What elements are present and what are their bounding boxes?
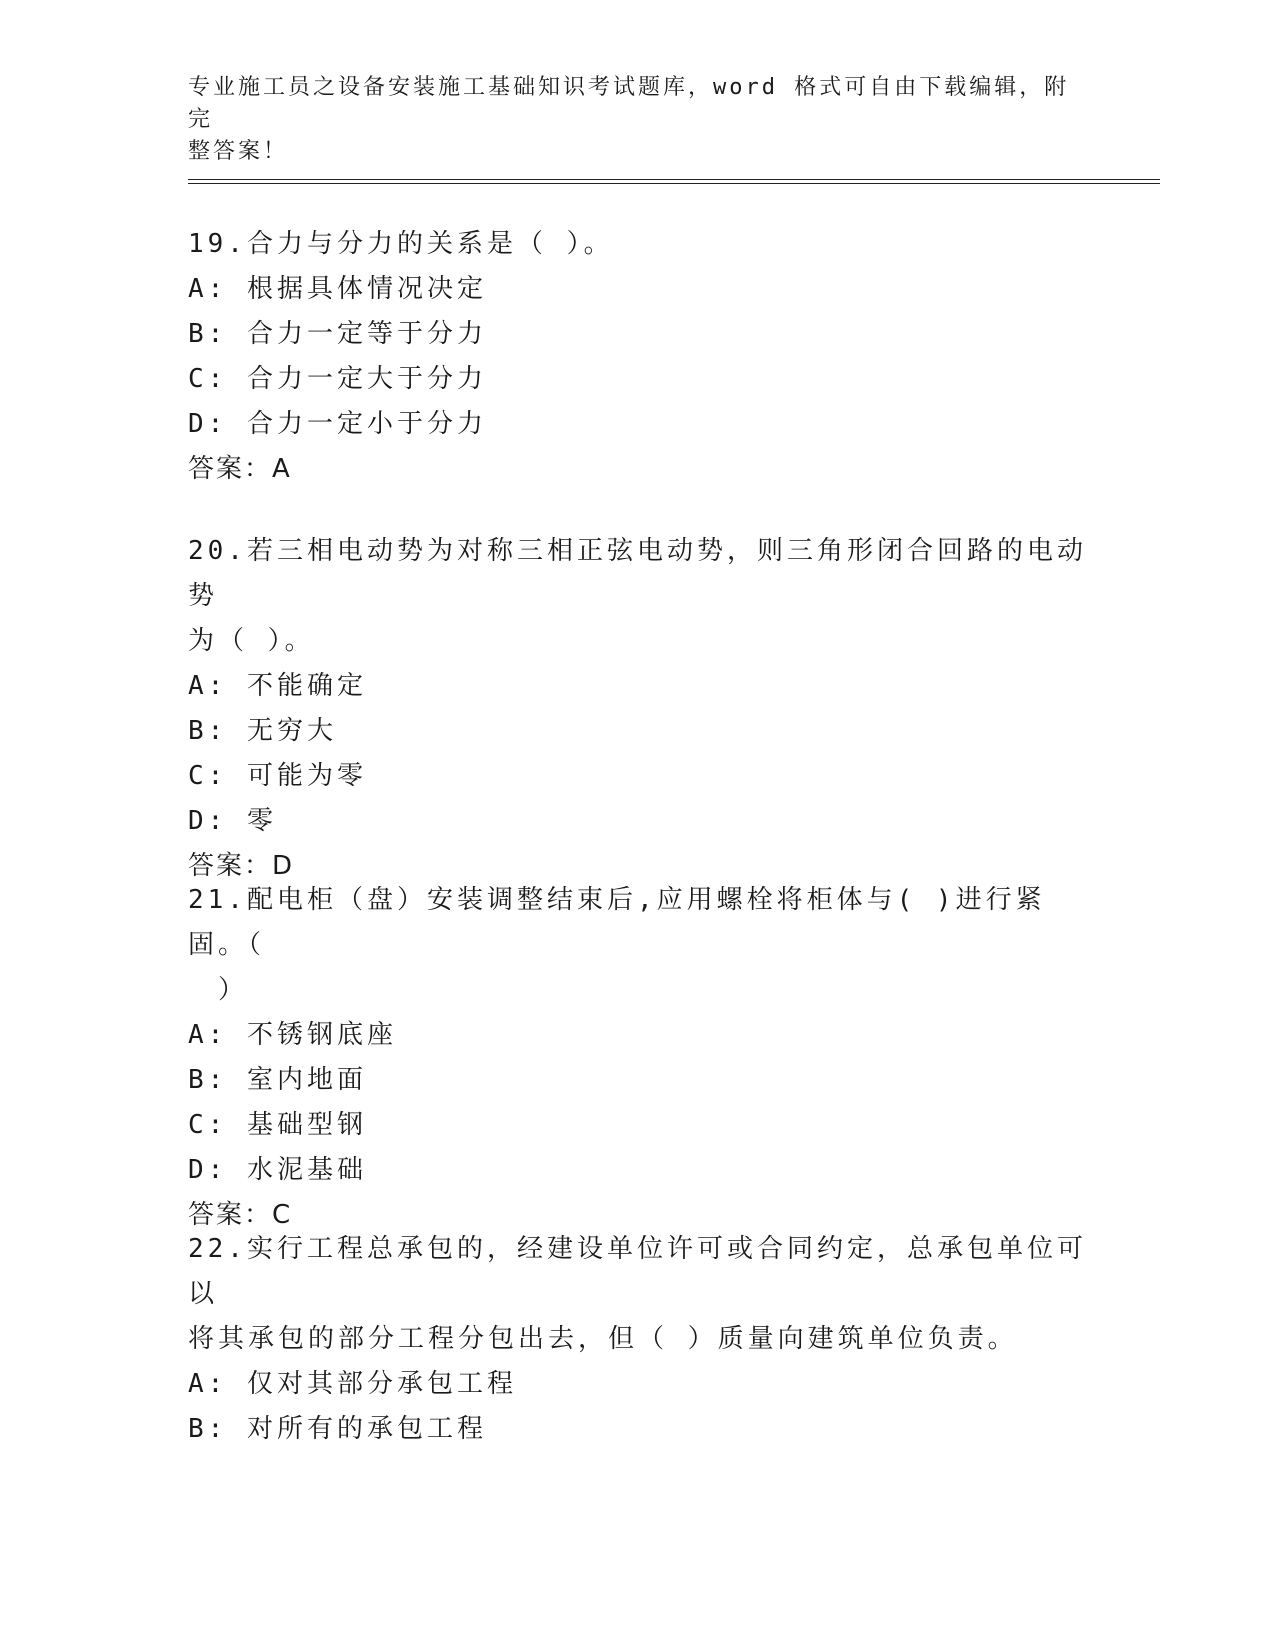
option-d: D: 零 <box>188 806 277 836</box>
document-header <box>188 72 1088 168</box>
option-b: B: 合力一定等于分力 <box>188 319 487 349</box>
question-stem-line-1: 20.若三相电动势为对称三相正弦电动势，则三角形闭合回路的电动势 <box>188 536 1087 611</box>
option-d: D: 合力一定小于分力 <box>188 409 487 439</box>
question-19 <box>188 222 1088 492</box>
answer: 答案：A <box>188 454 292 484</box>
option-d: D: 水泥基础 <box>188 1155 367 1185</box>
option-a: A: 根据具体情况决定 <box>188 274 487 304</box>
answer: 答案：C <box>188 1200 293 1230</box>
option-b: B: 无穷大 <box>188 716 337 746</box>
question-22 <box>188 1227 1088 1452</box>
question-stem: 19.合力与分力的关系是（ ）。 <box>188 229 614 259</box>
option-c: C: 合力一定大于分力 <box>188 364 487 394</box>
header-divider-bottom <box>188 183 1160 184</box>
header-line-1: 专业施工员之设备安装施工基础知识考试题库，word 格式可自由下载编辑，附完 <box>188 75 1070 132</box>
option-a: A: 仅对其部分承包工程 <box>188 1369 517 1399</box>
option-b: B: 对所有的承包工程 <box>188 1414 487 1444</box>
answer: 答案：D <box>188 851 295 881</box>
question-20 <box>188 529 1088 889</box>
question-stem-line-2: ） <box>188 975 249 1005</box>
option-b: B: 室内地面 <box>188 1065 367 1095</box>
header-divider-top <box>188 179 1160 180</box>
option-c: C: 基础型钢 <box>188 1110 367 1140</box>
question-stem-line-2: 为（ ）。 <box>188 626 315 656</box>
option-c: C: 可能为零 <box>188 761 367 791</box>
question-stem-line-1: 22.实行工程总承包的，经建设单位许可或合同约定，总承包单位可以 <box>188 1234 1087 1309</box>
question-stem-line-2: 将其承包的部分工程分包出去，但（ ）质量向建筑单位负责。 <box>188 1324 1018 1354</box>
question-stem-line-1: 21.配电柜（盘）安装调整结束后,应用螺栓将柜体与( )进行紧固。（ <box>188 885 1046 960</box>
header-line-2: 整答案！ <box>188 139 289 164</box>
option-a: A: 不能确定 <box>188 671 367 701</box>
option-a: A: 不锈钢底座 <box>188 1020 397 1050</box>
question-21 <box>188 878 1088 1238</box>
